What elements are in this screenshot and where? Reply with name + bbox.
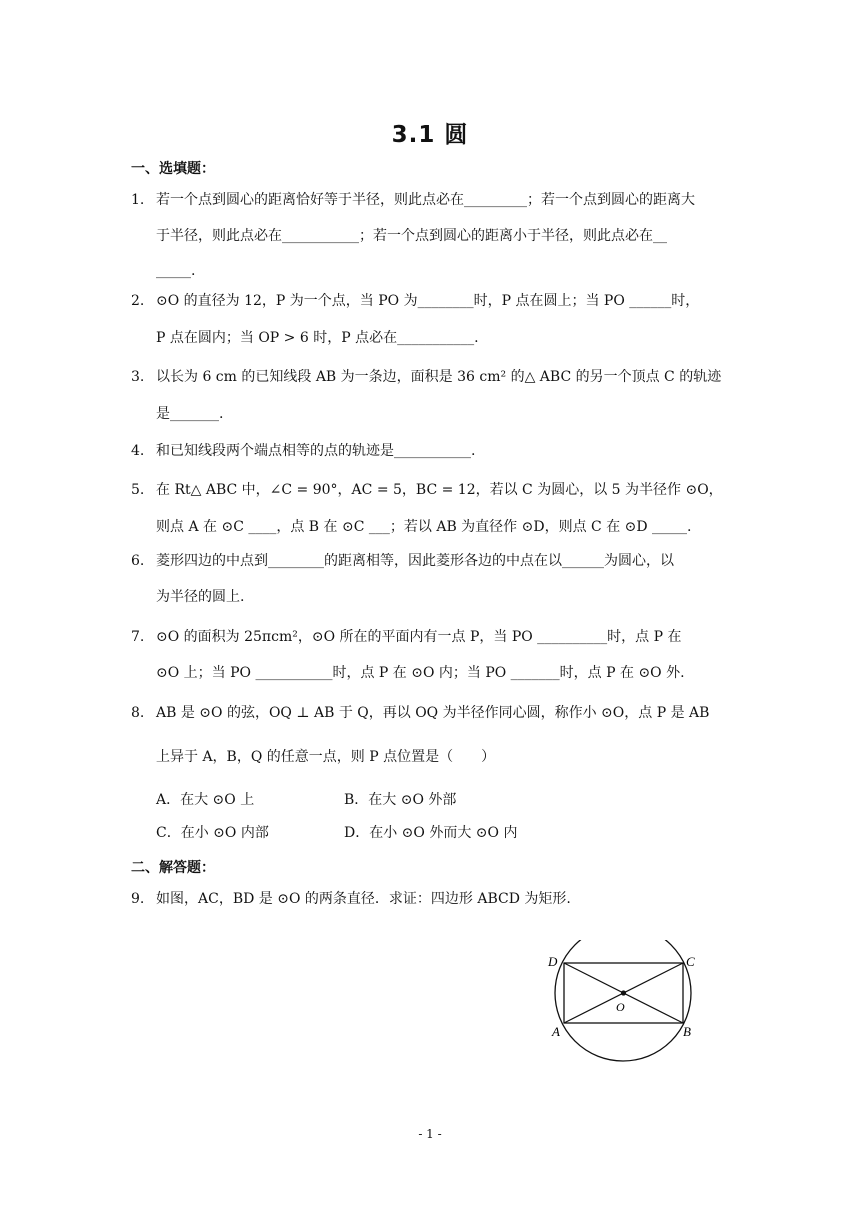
question-number: 2.	[131, 293, 145, 309]
label-c: C	[686, 954, 695, 969]
question-2-line-2: P 点在圆内；当 OP > 6 时，P 点必在___________.	[156, 330, 479, 346]
circle-rectangle-figure	[540, 940, 710, 1070]
question-7-line-2: ⊙O 上；当 PO ___________时，点 P 在 ⊙O 内；当 PO _______时，点 P 在 ⊙O 外.	[156, 665, 685, 681]
question-4-line-1: 和已知线段两个端点相等的点的轨迹是___________.	[156, 443, 476, 459]
section-heading-answer: 二、解答题：	[131, 860, 215, 876]
label-a: A	[552, 1024, 560, 1039]
label-d: D	[548, 954, 558, 969]
question-1-line-3: _____.	[156, 263, 196, 279]
question-7-line-1: ⊙O 的面积为 25πcm²，⊙O 所在的平面内有一点 P，当 PO __________时，点 P 在	[156, 629, 682, 645]
label-o: O	[616, 1000, 625, 1014]
option-d: D．在小 ⊙O 外而大 ⊙O 内	[344, 825, 518, 841]
question-number: 8.	[131, 705, 145, 721]
page-number: - 1 -	[418, 1127, 442, 1141]
center-point-o	[621, 990, 626, 995]
label-b: B	[683, 1024, 691, 1039]
question-5-line-1: 在 Rt△ ABC 中，∠C = 90°，AC = 5，BC = 12，若以 C 为圆心，以 5 为半径作 ⊙O，	[156, 482, 723, 498]
option-c: C．在小 ⊙O 内部	[156, 825, 269, 841]
question-3-line-1: 以长为 6 cm 的已知线段 AB 为一条边，面积是 36 cm² 的△ ABC 的另一个顶点 C 的轨迹	[156, 369, 722, 385]
question-3-line-2: 是_______.	[156, 406, 224, 422]
question-number: 6.	[131, 553, 145, 569]
question-8-line-1: AB 是 ⊙O 的弦，OQ ⊥ AB 于 Q，再以 OQ 为半径作同心圆，称作小 ⊙O，点 P 是 AB	[156, 705, 710, 721]
question-8-line-2: 上异于 A，B，Q 的任意一点，则 P 点位置是（ ）	[156, 749, 496, 765]
question-6-line-2: 为半径的圆上.	[156, 589, 245, 605]
question-6-line-1: 菱形四边的中点到________的距离相等，因此菱形各边的中点在以______为圆心，以	[156, 553, 674, 569]
question-number: 1.	[131, 192, 145, 208]
question-1-line-2: 于半径，则此点必在___________；若一个点到圆心的距离小于半径，则此点必在__	[156, 228, 667, 244]
question-number: 9.	[131, 891, 145, 907]
question-9-line-1: 如图，AC，BD 是 ⊙O 的两条直径．求证：四边形 ABCD 为矩形.	[156, 891, 571, 907]
question-number: 4.	[131, 443, 145, 459]
question-number: 7.	[131, 629, 145, 645]
question-number: 5.	[131, 482, 145, 498]
question-5-line-2: 则点 A 在 ⊙C ____，点 B 在 ⊙C ___；若以 AB 为直径作 ⊙D，则点 C 在 ⊙D _____.	[156, 519, 692, 535]
option-b: B．在大 ⊙O 外部	[344, 792, 457, 808]
question-1-line-1: 若一个点到圆心的距离恰好等于半径，则此点必在_________；若一个点到圆心的距离大	[156, 192, 695, 208]
page-title: 3.1 圆	[391, 122, 469, 148]
option-a: A．在大 ⊙O 上	[156, 792, 255, 808]
question-2-line-1: ⊙O 的直径为 12，P 为一个点，当 PO 为________时，P 点在圆上；当 PO ______时，	[156, 293, 700, 309]
question-number: 3.	[131, 369, 145, 385]
section-heading-fill: 一、选填题：	[131, 161, 215, 177]
